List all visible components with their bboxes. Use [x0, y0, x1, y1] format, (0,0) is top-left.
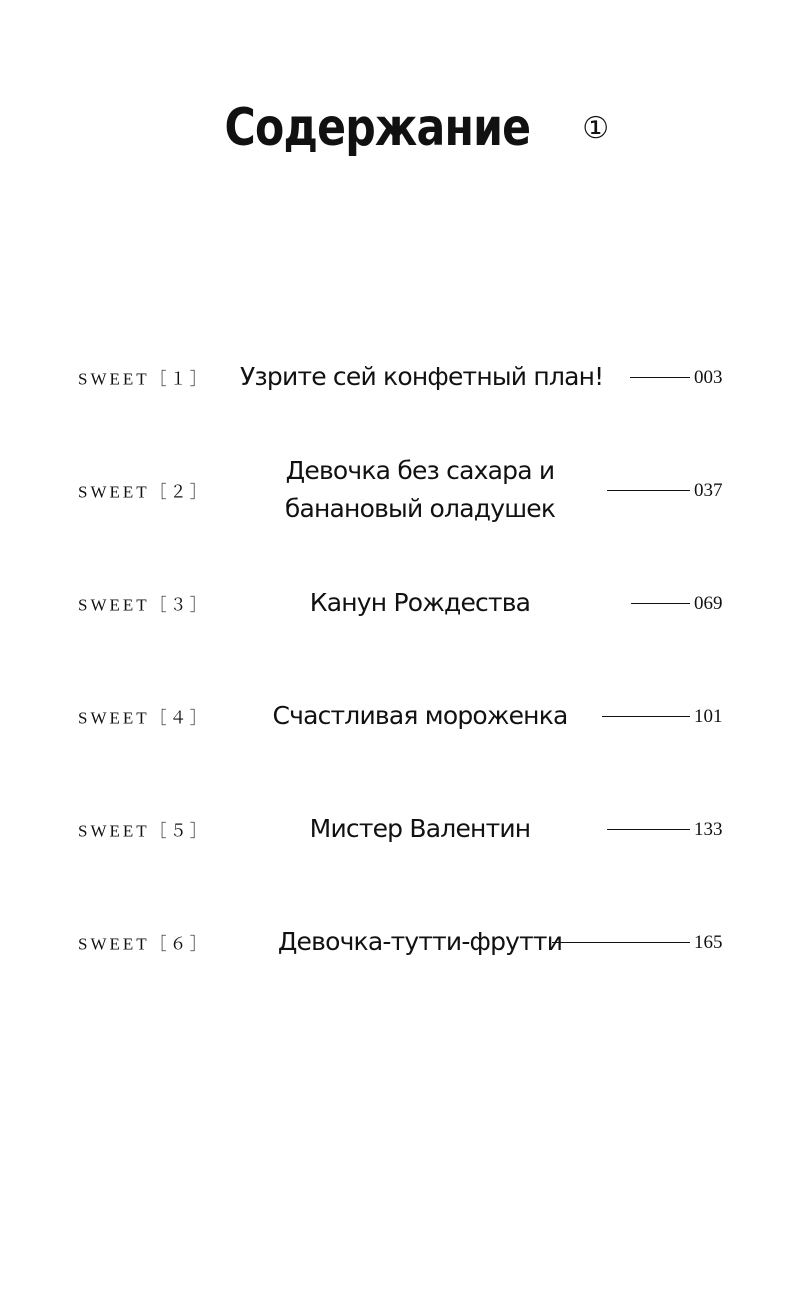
chapter-title: Узрите сей конфетный план! — [240, 362, 604, 391]
leader-line — [607, 490, 690, 491]
leader-line — [631, 603, 690, 604]
chapter-number: SWEET［６］ — [78, 934, 210, 954]
chapter-title: Счастливая мороженка — [272, 701, 568, 730]
volume-number: ① — [582, 110, 610, 146]
leader-line — [552, 942, 690, 943]
chapter-title: Девочка-тутти-фрутти — [277, 927, 563, 956]
chapter-number: SWEET［４］ — [78, 708, 210, 728]
toc-entry[interactable] — [0, 337, 800, 417]
page-number: 101 — [694, 706, 723, 728]
title-block — [0, 98, 800, 158]
page-number: 069 — [694, 593, 723, 615]
page-number: 165 — [694, 932, 723, 954]
leader-line — [630, 377, 690, 378]
toc-entry[interactable] — [0, 789, 800, 869]
toc-entry[interactable] — [0, 902, 800, 982]
chapter-title: Мистер Валентин — [309, 814, 531, 843]
chapter-number: SWEET［５］ — [78, 821, 210, 841]
chapter-title: Девочка без сахара и банановый оладушек — [284, 456, 556, 523]
toc-entry[interactable] — [0, 676, 800, 756]
page-number: 133 — [694, 819, 723, 841]
chapter-title: Канун Рождества — [309, 588, 531, 617]
chapter-number: SWEET［３］ — [78, 595, 210, 615]
toc-entry[interactable] — [0, 563, 800, 643]
leader-line — [607, 829, 690, 830]
toc-entry[interactable] — [0, 450, 800, 530]
page-number: 003 — [694, 367, 723, 389]
page-title: Содержание — [224, 98, 531, 158]
page-number: 037 — [694, 480, 723, 502]
chapter-number: SWEET［１］ — [78, 369, 210, 389]
chapter-number: SWEET［２］ — [78, 482, 210, 502]
leader-line — [602, 716, 690, 717]
